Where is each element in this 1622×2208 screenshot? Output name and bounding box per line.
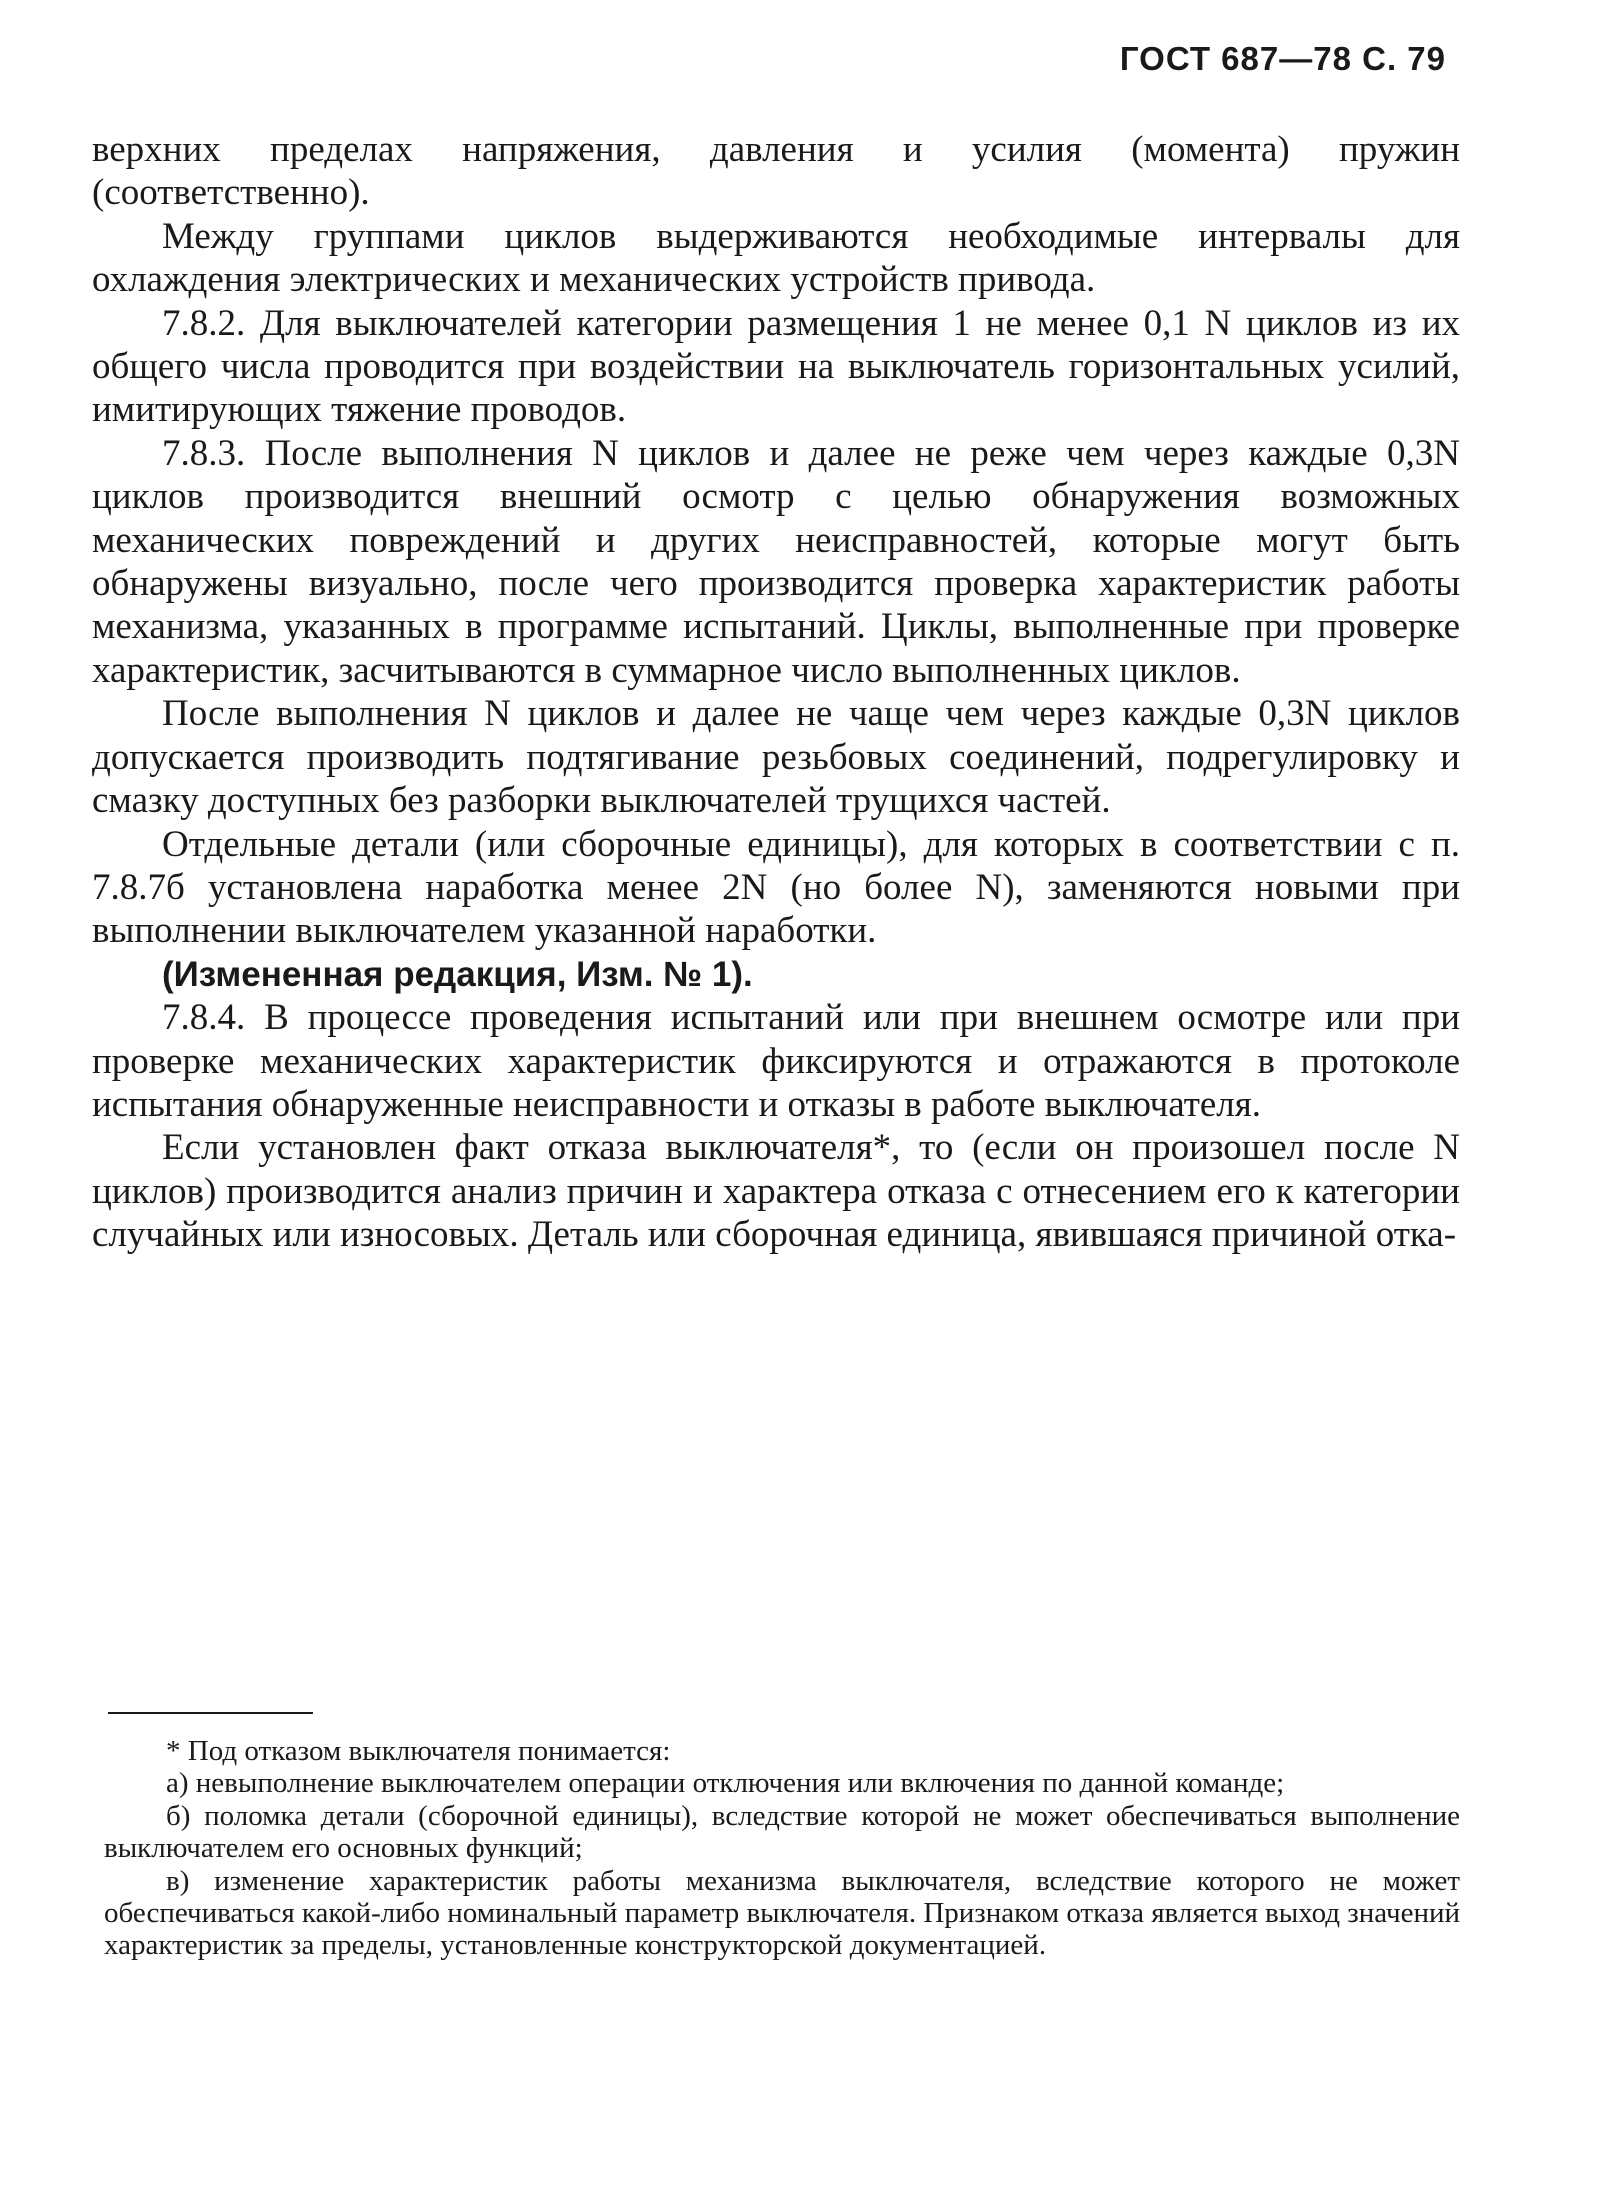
amendment-note: (Измененная редакция, Изм. № 1).: [162, 954, 753, 994]
footnote-intro: * Под отказом выключателя понимается:: [166, 1735, 671, 1767]
paragraph-tightening: После выполнения N циклов и далее не чаще чем через каждые 0,3N циклов допускается производить подтягивание резьбовых соединений, подрегулировку и смазку доступных без разборки выключателей трущихся частей.: [92, 693, 1460, 822]
footnote-item-c: в) изменение характеристик работы механизма выключателя, вследствие которого не может обеспечиваться какой-либо номинальный параметр выключателя. Признаком отказа является выход значений характеристик за пределы, установленные конструкторской документацией.: [104, 1864, 1460, 1962]
clause-7-8-4: 7.8.4. В процессе проведения испытаний или при внешнем осмотре или при проверке механических характеристик фиксируются и отражаются в протоколе испытания обнаруженные неисправности и отказы в работе выключателя.: [92, 997, 1460, 1125]
footnote-item-b: б) поломка детали (сборочной единицы), вследствие которой не может обеспечиваться выполнение выключателем его основных функций;: [104, 1799, 1460, 1865]
clause-7-8-3: 7.8.3. После выполнения N циклов и далее не реже чем через каждые 0,3N циклов производится внешний осмотр с целью обнаружения возможных механических повреждений и других неисправностей, которые могут быть обнаружены визуально, после чего производится проверка характеристик работы механизма, указанных в программе испытаний. Циклы, выполненные при проверке характеристик, засчитываются в суммарное число выполненных циклов.: [92, 432, 1460, 691]
footnotes: [104, 1735, 1460, 1962]
main-text: [92, 128, 1460, 1257]
clause-7-8-2: 7.8.2. Для выключателей категории размещения 1 не менее 0,1 N циклов из их общего числа проводится при воздействии на выключатель горизонтальных усилий, имитирующих тяжение проводов.: [92, 302, 1460, 431]
footnote-item-a: а) невыполнение выключателем операции отключения или включения по данной команде;: [166, 1767, 1285, 1800]
paragraph-replacement: Отдельные детали (или сборочные единицы), для которых в соответствии с п. 7.8.7б установлена наработка менее 2N (но более N), заменяются новыми при выполнении выключателем указанной наработки.: [92, 823, 1460, 952]
paragraph-failure-analysis: Если установлен факт отказа выключателя*, то (если он произошел после N циклов) производится анализ причин и характера отказа с отнесением его к категории случайных или износовых. Деталь или сборочная единица, явившаяся причиной отка-: [92, 1127, 1460, 1256]
paragraph-continuation: верхних пределах напряжения, давления и усилия (момента) пружин (соответственно).: [92, 129, 1460, 214]
footnote-divider: [108, 1712, 313, 1714]
paragraph-intervals: Между группами циклов выдерживаются необходимые интервалы для охлаждения электрических и механических устройств привода.: [92, 215, 1460, 301]
running-header: ГОСТ 687—78 С. 79: [1119, 40, 1446, 77]
